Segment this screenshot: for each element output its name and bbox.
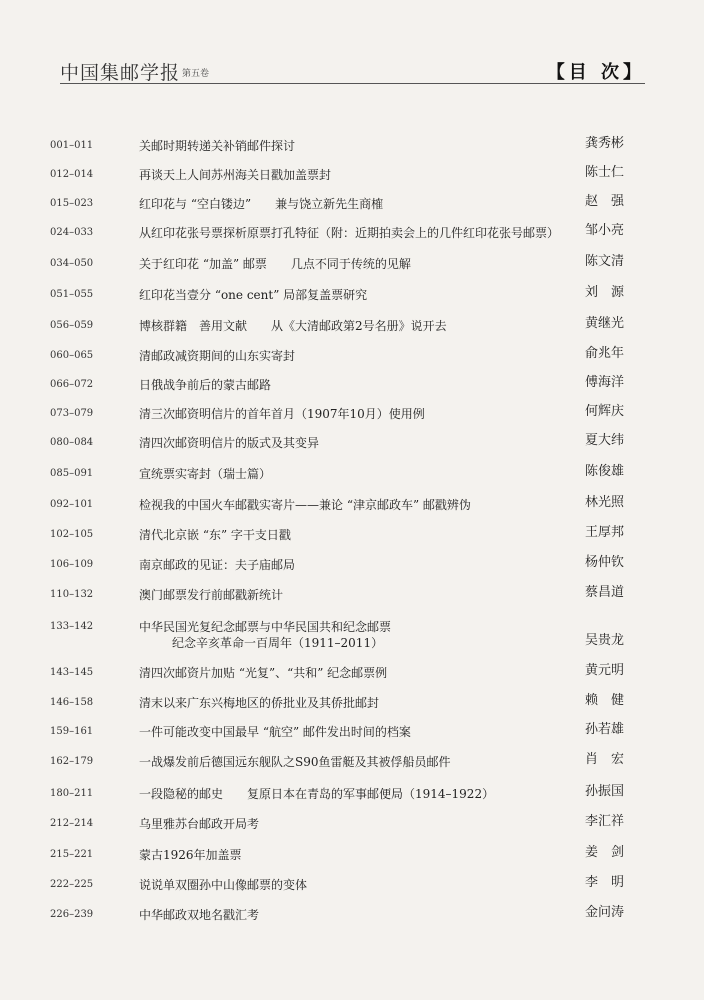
toc-article-title: 关于红印花 “加盖” 邮票 几点不同于传统的见解 xyxy=(139,257,411,271)
toc-article-title: 清四次邮资片加贴 “光复”、“共和” 纪念邮票例 xyxy=(139,666,388,680)
toc-page-range: 073–079 xyxy=(50,408,94,419)
section-title: 【目 次】 xyxy=(546,62,645,83)
toc-article-title: 宣统票实寄封（瑞士篇） xyxy=(139,467,272,481)
toc-author: 赖 健 xyxy=(585,693,625,708)
toc-page-range: 092–101 xyxy=(50,499,94,510)
toc-article-title: 博核群籍 善用文献 从《大清邮政第2号名册》说开去 xyxy=(139,319,447,333)
toc-page-range: 159–161 xyxy=(50,726,94,737)
toc-author: 林光照 xyxy=(585,495,625,510)
toc-page-range: 143–145 xyxy=(50,667,94,678)
toc-page-range: 133–142 xyxy=(50,621,94,632)
toc-article-title: 乌里雅苏台邮政开局考 xyxy=(139,817,260,831)
toc-article-title: 中华邮政双地名戳汇考 xyxy=(139,908,260,922)
toc-author: 刘 源 xyxy=(585,285,625,300)
toc-author: 金问涛 xyxy=(585,905,625,920)
toc-author: 孙若雄 xyxy=(585,722,625,737)
toc-author: 孙振国 xyxy=(585,784,625,799)
toc-author: 傅海洋 xyxy=(585,375,625,390)
toc-author: 龚秀彬 xyxy=(585,136,625,151)
toc-article-title: 蒙古1926年加盖票 xyxy=(139,848,242,862)
toc-article-title: 从红印花张号票探析原票打孔特征（附：近期拍卖会上的几件红印花张号邮票） xyxy=(139,226,560,240)
toc-page-range: 051–055 xyxy=(50,289,94,300)
toc-page-range: 012–014 xyxy=(50,169,94,180)
toc-page-range: 066–072 xyxy=(50,379,94,390)
toc-article-title: 清三次邮资明信片的首年首月（1907年10月）使用例 xyxy=(139,407,425,421)
toc-author: 陈文清 xyxy=(585,254,625,269)
toc-author: 王厚邦 xyxy=(585,525,625,540)
toc-article-title: 一段隐秘的邮史 复原日本在青岛的军事邮便局（1914–1922） xyxy=(139,787,495,801)
toc-author: 肖 宏 xyxy=(585,752,625,767)
toc-page-range: 106–109 xyxy=(50,559,94,570)
toc-author: 陈俊雄 xyxy=(585,464,625,479)
toc-author: 邹小亮 xyxy=(585,223,625,238)
toc-article-title: 日俄战争前后的蒙古邮路 xyxy=(139,378,272,392)
toc-page-range: 001–011 xyxy=(50,140,94,151)
toc-page-range: 015–023 xyxy=(50,198,94,209)
toc-page-range: 085–091 xyxy=(50,468,94,479)
toc-author: 李汇祥 xyxy=(585,814,625,829)
toc-author: 俞兆年 xyxy=(585,346,625,361)
volume-label: 第五卷 xyxy=(182,69,210,79)
toc-article-title: 再谈天上人间苏州海关日戳加盖票封 xyxy=(139,168,332,182)
toc-author: 蔡昌道 xyxy=(585,585,625,600)
toc-page-range: 034–050 xyxy=(50,258,94,269)
toc-page-range: 180–211 xyxy=(50,788,94,799)
toc-article-subtitle: 纪念辛亥革命一百周年（1911–2011） xyxy=(172,636,384,650)
toc-page-range: 060–065 xyxy=(50,350,94,361)
toc-article-title: 清邮政减资期间的山东实寄封 xyxy=(139,349,296,363)
toc-article-title: 检视我的中国火车邮戳实寄片——兼论 “津京邮政车” 邮戳辨伪 xyxy=(139,498,471,512)
toc-page-range: 222–225 xyxy=(50,879,94,890)
toc-article-title: 中华民国光复纪念邮票与中华民国共和纪念邮票 xyxy=(139,620,392,634)
toc-page-range: 102–105 xyxy=(50,529,94,540)
toc-page-range: 146–158 xyxy=(50,697,94,708)
toc-author: 赵 强 xyxy=(585,194,625,209)
toc-article-title: 一战爆发前后德国远东舰队之S90鱼雷艇及其被俘船员邮件 xyxy=(139,755,451,769)
toc-author: 杨仲钦 xyxy=(585,555,625,570)
toc-article-title: 清四次邮资明信片的版式及其变异 xyxy=(139,436,320,450)
toc-author: 姜 剑 xyxy=(585,845,625,860)
toc-author: 何辉庆 xyxy=(585,404,625,419)
toc-article-title: 清末以来广东兴梅地区的侨批业及其侨批邮封 xyxy=(139,696,380,710)
toc-page-range: 024–033 xyxy=(50,227,94,238)
toc-page-range: 212–214 xyxy=(50,818,94,829)
toc-article-title: 红印花与 “空白镂边” 兼与饶立新先生商榷 xyxy=(139,197,384,211)
toc-author: 黄元明 xyxy=(585,663,625,678)
journal-title: 中国集邮学报 xyxy=(60,62,181,84)
toc-article-title: 红印花当壹分 “one cent” 局部复盖票研究 xyxy=(139,288,368,302)
toc-author: 夏大纬 xyxy=(585,433,625,448)
toc-page-range: 056–059 xyxy=(50,320,94,331)
toc-page-range: 226–239 xyxy=(50,909,94,920)
toc-page-range: 110–132 xyxy=(50,589,94,600)
toc-article-title: 澳门邮票发行前邮戳新统计 xyxy=(139,588,284,602)
toc-article-title: 说说单双圈孙中山像邮票的变体 xyxy=(139,878,308,892)
toc-author: 吴贵龙 xyxy=(585,633,625,648)
toc-page-range: 215–221 xyxy=(50,849,94,860)
toc-article-title: 关邮时期转递关补销邮件探讨 xyxy=(139,139,296,153)
toc-author: 黄继光 xyxy=(585,316,625,331)
toc-page-range: 080–084 xyxy=(50,437,94,448)
toc-page-range: 162–179 xyxy=(50,756,94,767)
toc-article-title: 清代北京嵌 “东” 字干支日戳 xyxy=(139,528,291,542)
toc-article-title: 南京邮政的见证：夫子庙邮局 xyxy=(139,558,296,572)
toc-author: 李 明 xyxy=(585,875,625,890)
toc-article-title: 一件可能改变中国最早 “航空” 邮件发出时间的档案 xyxy=(139,725,411,739)
toc-author: 陈士仁 xyxy=(585,165,625,180)
